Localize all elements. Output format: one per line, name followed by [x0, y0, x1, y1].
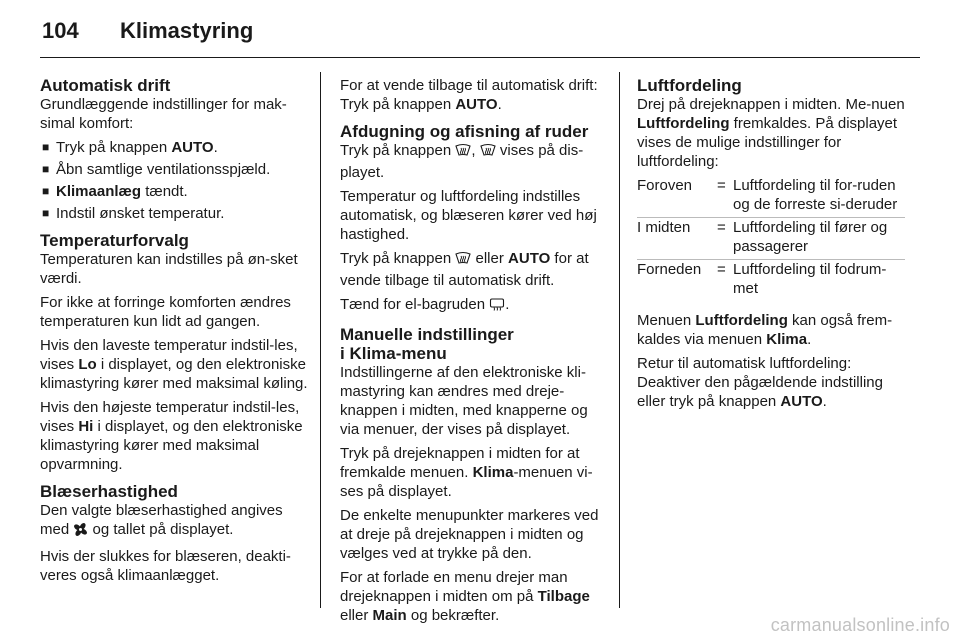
section-title-automatic: Automatisk drift	[40, 76, 171, 95]
return-auto: For at vende tilbage til automatisk drift: Tryk på knappen AUTO.	[340, 77, 598, 113]
table-cell-equals: =	[717, 261, 726, 278]
rear-window-heater-icon	[489, 297, 505, 317]
windscreen-defrost-icon	[455, 143, 471, 163]
section-title-defog: Afdugning og afisning af ruder	[340, 122, 589, 141]
bullet-icon: ■	[42, 206, 50, 220]
manual-p1: Indstillingerne af den elektroniske kli-mastyring kan ændres med dreje-knappen i midten, med knapperne og via menuer, der vises på displayet.	[340, 364, 588, 438]
list-item: ■ Tryk på knappen AUTO.	[42, 139, 218, 156]
temperature-p2: For ikke at forringe komforten ændres temperaturen kun lidt ad gangen.	[40, 294, 291, 330]
section-title-temperature: Temperaturforvalg	[40, 231, 189, 250]
bullet-icon: ■	[42, 184, 50, 198]
fan-icon	[73, 522, 88, 542]
column-divider-2	[619, 72, 620, 608]
automatic-steps	[40, 138, 308, 223]
table-cell-equals: =	[717, 177, 726, 194]
temperature-p4: Hvis den højeste temperatur indstil-les, vises Hi i displayet, og den elektroniske klimastyring kører med maksimal opvarmning.	[40, 399, 303, 473]
section-title-manual: Manuelle indstillinger i Klima-menu	[340, 325, 514, 363]
temperature-p1: Temperaturen kan indstilles på øn-sket værdi.	[40, 251, 298, 287]
temperature-p3: Hvis den laveste temperatur indstil-les, vises Lo i displayet, og den elektroniske klimastyring kører med maksimal køling.	[40, 337, 308, 392]
table-cell-equals: =	[717, 219, 726, 236]
distribution-p3: Retur til automatisk luftfordeling: Deaktiver den pågældende indstilling eller tryk på knappen AUTO.	[637, 355, 883, 410]
distribution-p1: Drej på drejeknappen i midten. Me-nuen Luftfordeling fremkaldes. På displayet vises de mulige indstillinger for luftfordeling:	[637, 96, 905, 170]
watermark: carmanualsonline.info	[770, 615, 950, 635]
header-rule	[40, 57, 920, 58]
defog-p1: Tryk på knappen , vises på dis-playet.	[340, 142, 584, 181]
page-header	[0, 0, 960, 56]
list-item: ■ Åbn samtlige ventilationsspjæld.	[42, 161, 271, 178]
page-number: 104	[42, 18, 79, 43]
bullet-icon: ■	[42, 140, 50, 154]
automatic-intro: Grundlæggende indstillinger for mak-simal komfort:	[40, 96, 287, 132]
manual-p4: For at forlade en menu drejer man drejeknappen i midten om på Tilbage eller Main og bekræfter.	[340, 569, 590, 624]
table-row	[637, 176, 905, 218]
defog-p2: Temperatur og luftfordeling indstilles automatisk, og blæseren kører ved høj hastighed.	[340, 188, 597, 243]
bullet-icon: ■	[42, 162, 50, 176]
table-cell-option: Foroven	[637, 177, 693, 194]
chapter-title: Klimastyring	[120, 18, 254, 43]
fan-p1: Den valgte blæserhastighed angives med og tallet på displayet.	[40, 501, 308, 542]
manual-p2: Tryk på drejeknappen i midten for at fremkalde menuen. Klima-menuen vi-ses på displayet.	[340, 445, 593, 500]
table-cell-description: Luftfordeling til for-ruden og de forreste si-deruder	[733, 177, 898, 213]
windscreen-defrost-icon	[455, 251, 471, 271]
column-3	[637, 76, 905, 416]
table-row	[637, 260, 905, 302]
table-row	[637, 218, 905, 260]
table-cell-description: Luftfordeling til fører og passagerer	[733, 219, 888, 255]
column-divider-1	[320, 72, 321, 608]
table-cell-description: Luftfordeling til fodrum-met	[733, 261, 887, 297]
manual-p3: De enkelte menupunkter markeres ved at dreje på drejeknappen i midten og vælges ved at trykke på den.	[340, 507, 599, 562]
list-item: ■ Indstil ønsket temperatur.	[42, 205, 225, 222]
distribution-table	[637, 176, 905, 301]
windscreen-defrost-icon	[480, 143, 496, 163]
list-item: ■ Klimaanlæg tændt.	[42, 183, 188, 200]
section-title-air-distribution: Luftfordeling	[637, 76, 742, 95]
distribution-p2: Menuen Luftfordeling kan også frem-kaldes via menuen Klima.	[637, 312, 893, 348]
defog-p4: Tænd for el-bagruden .	[340, 295, 602, 317]
table-cell-option: I midten	[637, 219, 691, 236]
defog-p3: Tryk på knappen eller AUTO for at vende tilbage til automatisk drift.	[340, 250, 589, 289]
column-2	[340, 76, 602, 630]
fan-p2: Hvis der slukkes for blæseren, deakti-veres også klimaanlægget.	[40, 548, 291, 584]
table-cell-option: Forneden	[637, 261, 702, 278]
section-title-fan: Blæserhastighed	[40, 482, 178, 501]
column-1	[40, 76, 308, 590]
